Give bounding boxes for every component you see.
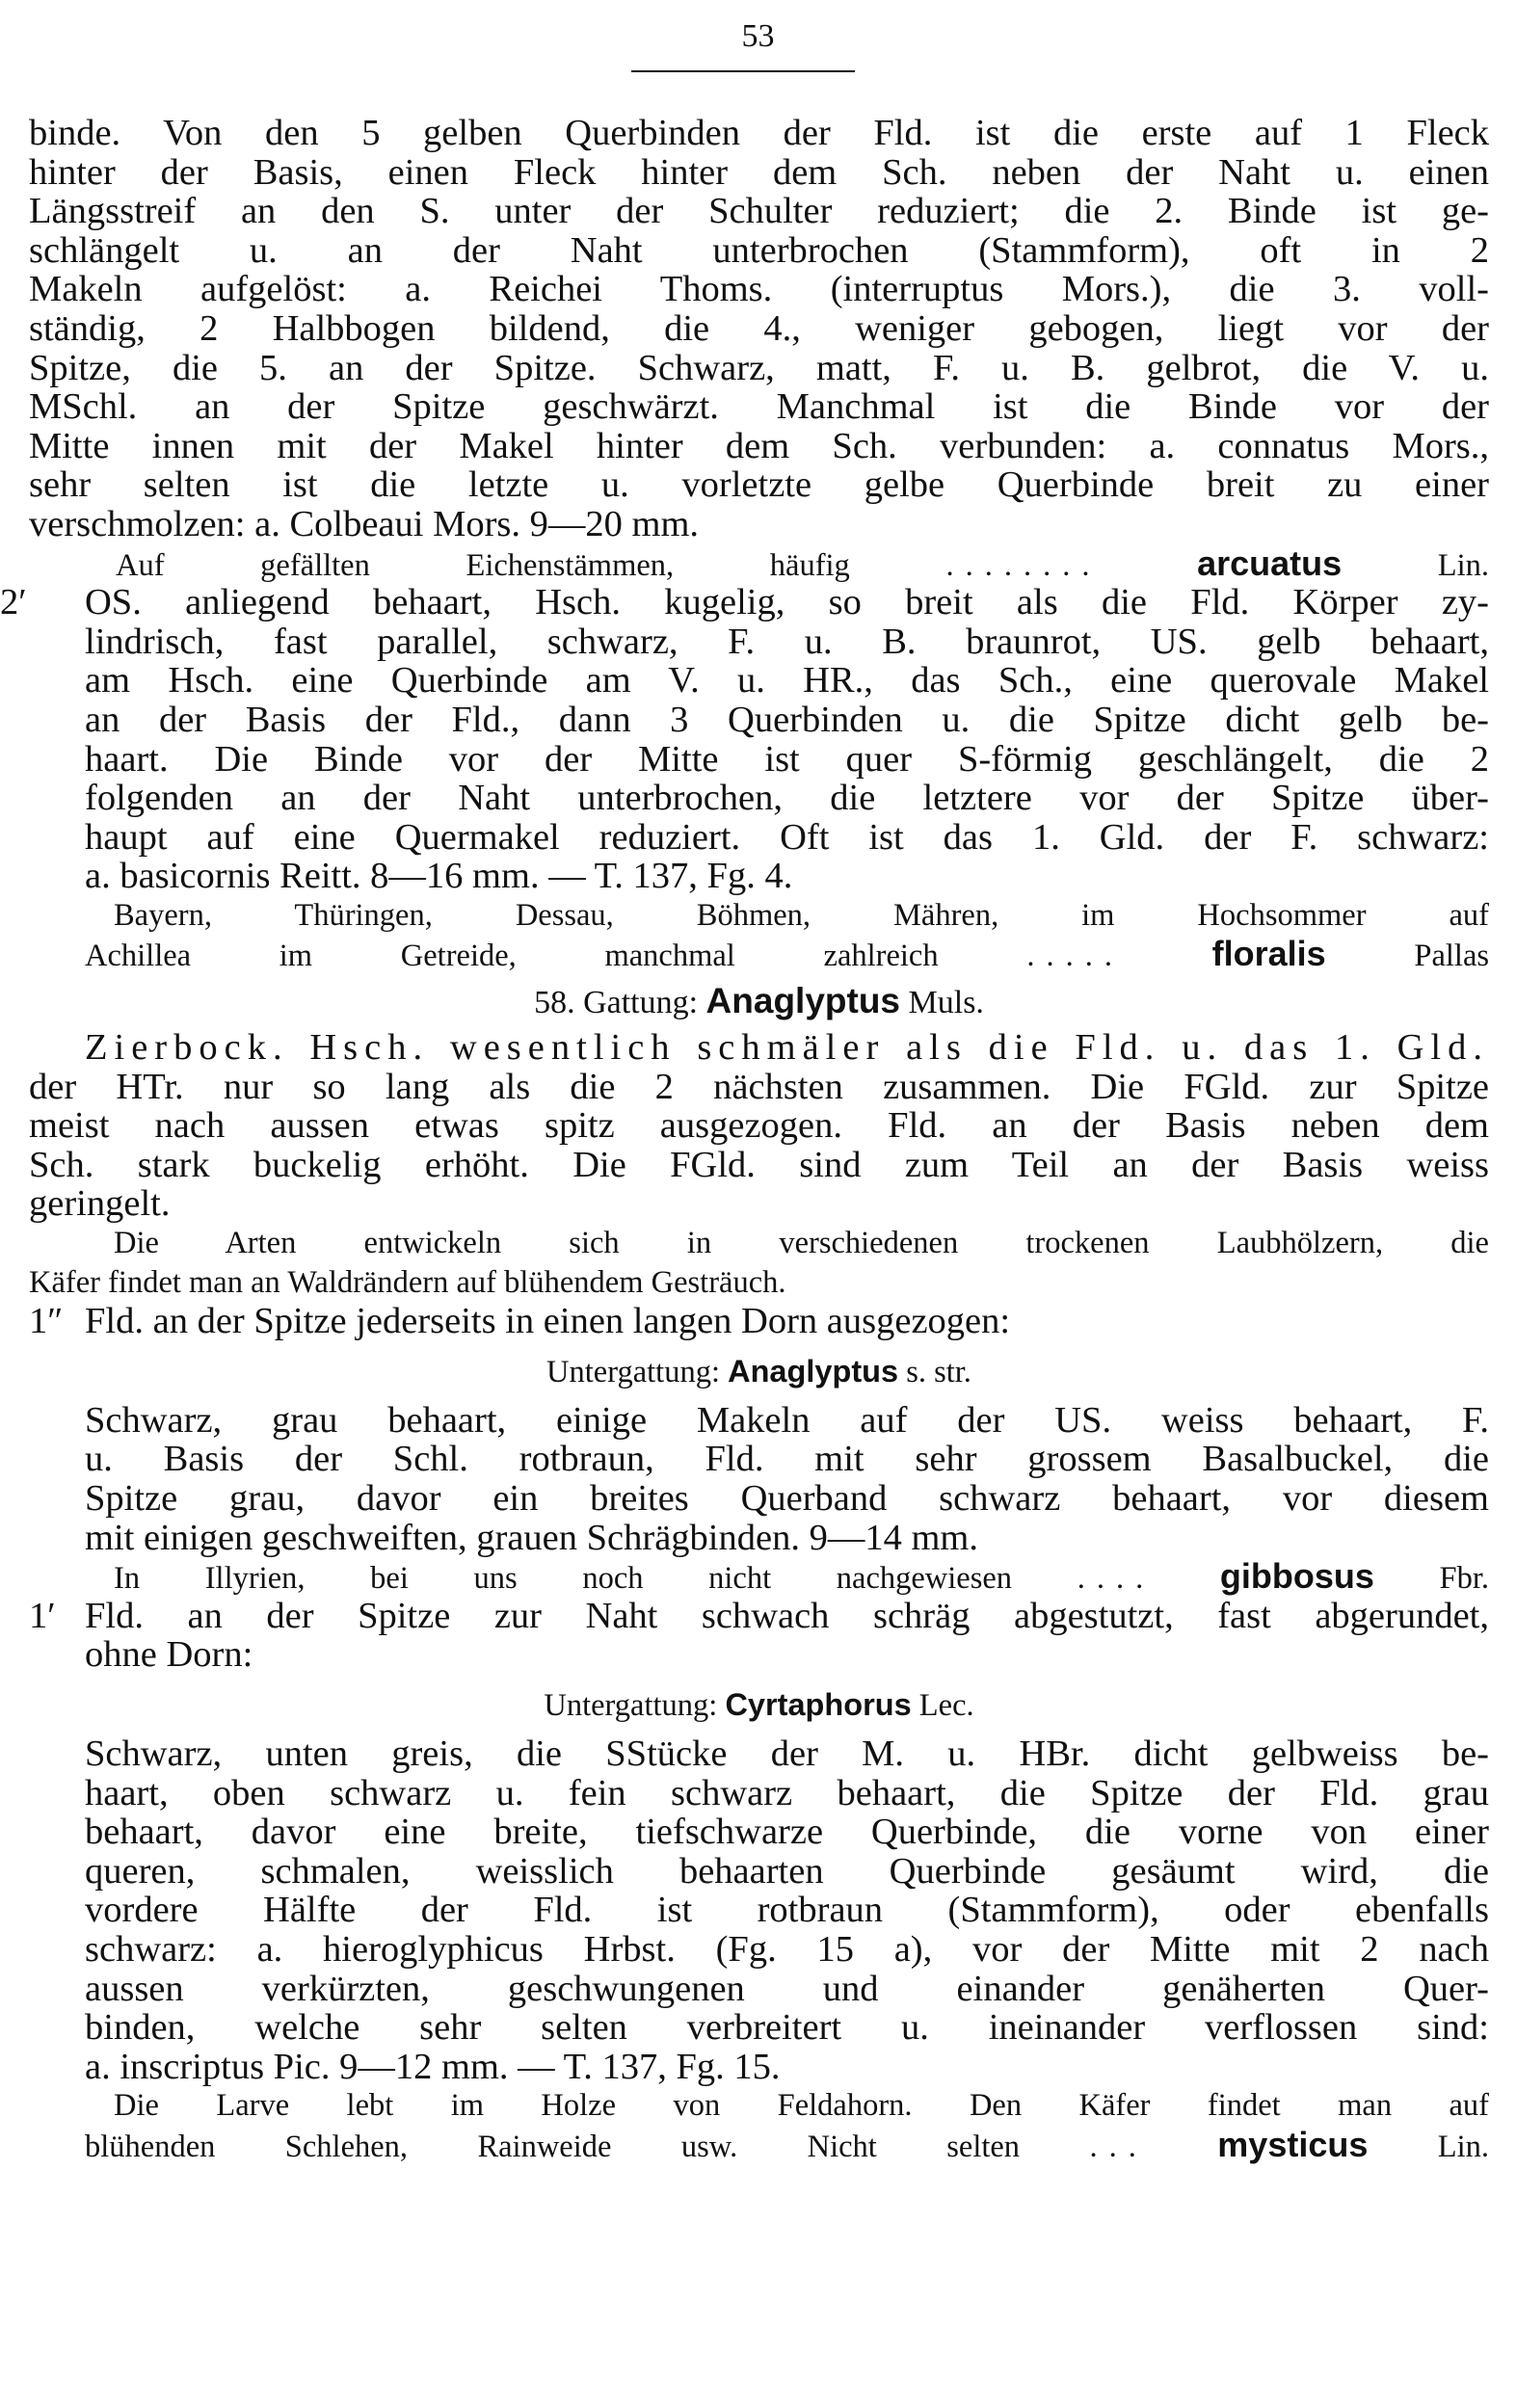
habitat-text: Auf gefällten Eichenstämmen, häufig — [116, 547, 850, 583]
subgenus-name: Cyrtaphorus — [725, 1686, 912, 1722]
text-line: OS. anliegend behaart, Hsch. kugelig, so breit als die Fld. Körper zy- — [85, 582, 1489, 623]
couplet-1-prime — [29, 1597, 1489, 2165]
species-author: Lin. — [1437, 2129, 1490, 2164]
subgenus-name: Anaglyptus — [728, 1353, 899, 1389]
genus-name: Anaglyptus — [705, 981, 901, 1021]
subgenus-author: s. str. — [906, 1354, 971, 1389]
subgenus-label: Untergattung: — [544, 1687, 718, 1723]
couplet-2-prime — [0, 582, 1490, 974]
species-name: arcuatus — [1197, 542, 1343, 583]
text-line: meist nach aussen etwas spitz ausgezogen. Fld. an der Basis neben dem — [29, 1105, 1489, 1147]
species-entry-line — [29, 2126, 1489, 2165]
couplet-marker: 1′ — [29, 1595, 56, 1636]
text-line: a. basicornis Reitt. 8—16 mm. — T. 137, Fg. 4. — [85, 856, 793, 897]
text-line: Schwarz, unten greis, die SStücke der M. u. HBr. dicht gelbweiss be- — [85, 1733, 1489, 1774]
subgenus-label: Untergattung: — [546, 1354, 720, 1389]
text-line: binde. Von den 5 gelben Querbinden der Fld. ist die erste auf 1 Fleck — [29, 113, 1489, 153]
text-line: a. inscriptus Pic. 9—12 mm. — T. 137, Fg. 15. — [85, 2046, 781, 2087]
leader-dots: ... — [1089, 2129, 1148, 2164]
text-line: sehr selten ist die letzte u. vorletzte gelbe Querbinde breit zu einer — [29, 464, 1489, 506]
text-line: aussen verkürzten, geschwungenen und einander genäherten Quer- — [85, 1968, 1489, 2009]
subgenus-author: Lec. — [918, 1687, 974, 1723]
genus-number: 58. Gattung: — [534, 985, 699, 1021]
subgenus-heading — [29, 1341, 1489, 1401]
text-line: mit einigen geschweiften, grauen Schrägbinden. 9—14 mm. — [85, 1517, 978, 1558]
text-line: queren, schmalen, weisslich behaarten Querbinde gesäumt wird, die — [85, 1850, 1489, 1892]
couplet-marker: 1″ — [29, 1301, 64, 1342]
text-line: Fld. an der Spitze zur Naht schwach schräg abgestutzt, fast abgerundet, — [85, 1595, 1489, 1636]
species-entry-line — [29, 544, 1489, 584]
page-number: 53 — [741, 18, 775, 54]
habitat-text: Achillea im Getreide, manchmal zahlreich — [85, 939, 939, 974]
text-line: Sch. stark buckelig erhöht. Die FGld. sind zum Teil an der Basis weiss — [29, 1144, 1489, 1185]
note-line: Käfer findet man an Waldrändern auf blühendem Gesträuch. — [29, 1264, 786, 1300]
text-line: verschmolzen: a. Colbeaui Mors. 9—20 mm. — [29, 503, 700, 544]
leader-dots: ..... — [1026, 939, 1124, 974]
text-line: der HTr. nur so lang als die 2 nächsten zusammen. Die FGld. zur Spitze — [29, 1066, 1489, 1107]
text-line: Makeln aufgelöst: a. Reichei Thoms. (interruptus Mors.), die 3. voll- — [29, 269, 1489, 310]
habitat-line: Die Larve lebt im Holze von Feldahorn. Den Käfer findet man auf — [114, 2088, 1489, 2124]
note-line: Die Arten entwickeln sich in verschiedenen trockenen Laubhölzern, die — [114, 1226, 1489, 1261]
couplet-first-line — [0, 582, 1489, 623]
species-name: gibbosus — [1219, 1556, 1374, 1597]
text-line: geringelt. — [29, 1183, 171, 1225]
text-line: an der Basis der Fld., dann 3 Querbinden u. die Spitze dicht gelb be- — [85, 699, 1489, 740]
text-line: haart, oben schwarz u. fein schwarz behaart, die Spitze der Fld. grau — [85, 1772, 1489, 1813]
text-line: vordere Hälfte der Fld. ist rotbraun (Stammform), oder ebenfalls — [85, 1890, 1489, 1931]
text-line: Spitze, die 5. an der Spitze. Schwarz, matt, F. u. B. gelbrot, die V. u. — [29, 347, 1489, 388]
text-line: am Hsch. eine Querbinde am V. u. HR., das Sch., eine querovale Makel — [85, 660, 1489, 701]
text-line: lindrisch, fast parallel, schwarz, F. u. B. braunrot, US. gelb behaart, — [85, 621, 1489, 662]
text-line: ohne Dorn: — [85, 1634, 253, 1676]
species-author: Fbr. — [1439, 1561, 1490, 1597]
leader-dots: ........ — [945, 547, 1102, 583]
habitat-text: In Illyrien, bei uns noch nicht nachgewiesen — [114, 1561, 1013, 1597]
couplet-first-line — [29, 1597, 1489, 1636]
text-line: haupt auf eine Quermakel reduziert. Oft ist das 1. Gld. der F. schwarz: — [85, 816, 1489, 858]
paragraph-arcuatus — [29, 114, 1489, 583]
genus-heading — [29, 974, 1489, 1028]
text-line: u. Basis der Schl. rotbraun, Fld. mit sehr grossem Basalbuckel, die — [85, 1439, 1489, 1480]
couplet-marker: 2′ — [0, 582, 27, 623]
genus-author: Muls. — [908, 985, 984, 1021]
page-body — [0, 113, 1490, 2165]
text-line: Spitze grau, davor ein breites Querband schwarz behaart, vor diesem — [85, 1478, 1489, 1519]
species-author: Pallas — [1414, 939, 1490, 974]
couplet-1-double-prime — [29, 1302, 1489, 1597]
species-author: Lin. — [1437, 547, 1490, 583]
species-name: mysticus — [1217, 2124, 1369, 2164]
text-line: ständig, 2 Halbbogen bildend, die 4., weniger gebogen, liegt vor der — [29, 307, 1489, 349]
text-line: behaart, davor eine breite, tiefschwarze Querbinde, die vorne von einer — [85, 1812, 1489, 1853]
habitat-line: Bayern, Thüringen, Dessau, Böhmen, Mähren, im Hochsommer auf — [114, 897, 1489, 933]
text-line: binden, welche sehr selten verbreitert u. ineinander verflossen sind: — [85, 2007, 1489, 2049]
subgenus-heading — [29, 1675, 1489, 1734]
habitat-text: blühenden Schlehen, Rainweide usw. Nicht selten — [85, 2129, 1021, 2164]
text-line: Längsstreif an den S. unter der Schulter reduziert; die 2. Binde ist ge- — [29, 191, 1489, 232]
text-line: schwarz: a. hieroglyphicus Hrbst. (Fg. 15 a), vor der Mitte mit 2 nach — [85, 1928, 1489, 1970]
text-line-content: Zierbock. Hsch. wesentlich schmäler als die Fld. u. das 1. Gld. — [85, 1027, 1489, 1069]
genus-description — [29, 1028, 1489, 1302]
text-line: hinter der Basis, einen Fleck hinter dem Sch. neben der Naht u. einen — [29, 151, 1489, 193]
header-rule — [631, 70, 855, 72]
species-entry-line — [29, 935, 1489, 974]
text-line: haart. Die Binde vor der Mitte ist quer S-förmig geschlängelt, die 2 — [85, 738, 1489, 780]
species-name: floralis — [1211, 934, 1326, 974]
leader-dots: .... — [1077, 1561, 1156, 1597]
couplet-first-line — [29, 1302, 1489, 1341]
text-line: Schwarz, grau behaart, einige Makeln auf der US. weiss behaart, F. — [85, 1399, 1489, 1441]
species-entry-line — [29, 1557, 1489, 1597]
text-line: MSchl. an der Spitze geschwärzt. Manchmal ist die Binde vor der — [29, 386, 1489, 428]
text-line: Fld. an der Spitze jederseits in einen langen Dorn ausgezogen: — [85, 1301, 1011, 1342]
text-line: folgenden an der Naht unterbrochen, die letztere vor der Spitze über- — [85, 778, 1489, 819]
text-line: schlängelt u. an der Naht unterbrochen (Stammform), oft in 2 — [29, 229, 1489, 271]
text-line: Mitte innen mit der Makel hinter dem Sch. verbunden: a. connatus Mors., — [29, 425, 1489, 466]
text-line — [29, 1028, 1489, 1068]
